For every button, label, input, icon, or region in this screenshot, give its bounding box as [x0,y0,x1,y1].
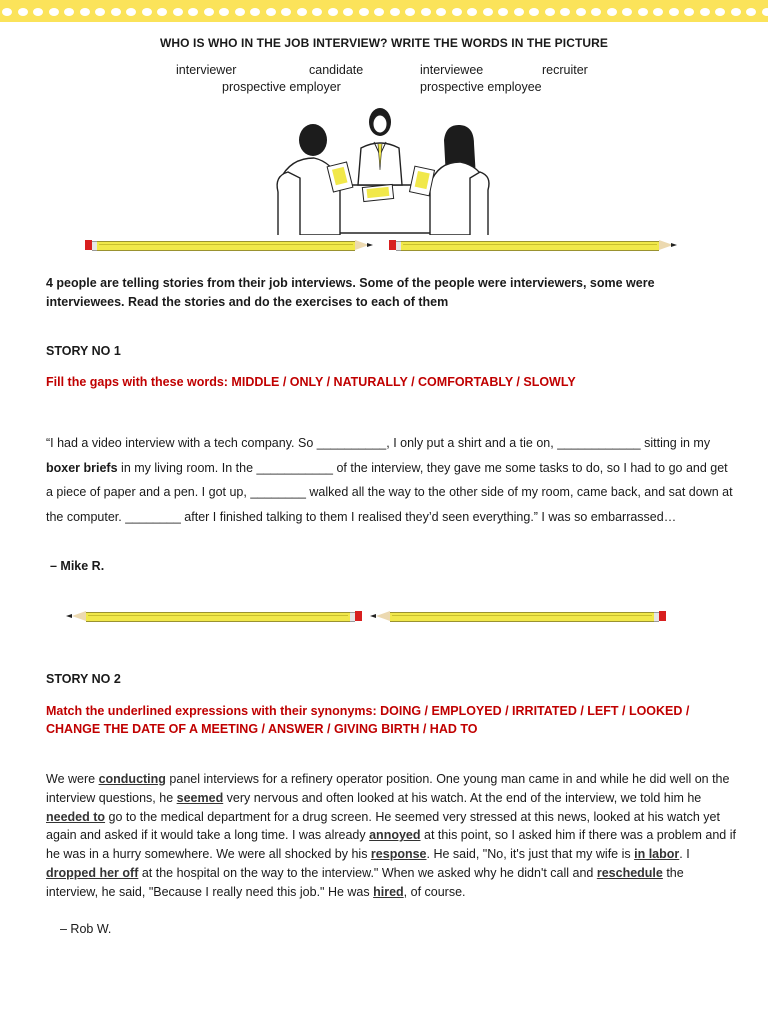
underlined-expression: seemed [176,790,224,805]
border-scallop [669,8,679,16]
border-scallop [715,8,725,16]
border-scallop [64,8,74,16]
story2-text-part: the interview, he said, "Because I really need this job." He was [46,865,684,899]
border-scallop [746,8,756,16]
border-scallop [204,8,214,16]
border-scallop [328,8,338,16]
border-scallop [281,8,291,16]
border-scallop [405,8,415,16]
border-scallop [49,8,59,16]
word-bank-item: prospective employer [222,80,341,94]
border-scallop [157,8,167,16]
border-scallop [111,8,121,16]
border-scallop [576,8,586,16]
interviewer-figure [358,108,402,185]
border-scallop [591,8,601,16]
border-scallop [312,8,322,16]
scalloped-top-border [0,0,768,22]
border-scallop [762,8,768,16]
underlined-expression: in labor [634,847,680,862]
word-bank-item: interviewee [420,63,484,77]
pencil-divider [85,239,381,251]
border-scallop [529,8,539,16]
story1-text [46,431,736,529]
border-scallop [33,8,43,16]
underlined-expression: hired [373,884,404,899]
underlined-expression: reschedule [596,865,663,880]
underlined-expression: response [370,847,427,862]
border-scallop [653,8,663,16]
story2-author: – Rob W. [60,922,112,936]
border-scallop [700,8,710,16]
border-scallop [359,8,369,16]
border-scallop [374,8,384,16]
story1-author: – Mike R. [50,559,105,573]
border-scallop [142,8,152,16]
story2-text-part: go to the medical department for a drug screen. He seemed very stressed at this news, looked at his watch yet again and asked if it would take a long time. I was already [46,809,720,843]
border-scallop [436,8,446,16]
story1-instruction: Fill the gaps with these words: MIDDLE / ONLY / NATURALLY / COMFORTABLY / SLOWLY [46,375,576,389]
story2-text-part: , of course. [403,884,466,899]
underlined-expression: annoyed [369,828,421,843]
story2-text [46,770,736,902]
border-scallop [684,8,694,16]
story2-text-part: at this point, so I asked him if there was a problem and if he was in a hurry somewhere. We were all shocked by his [46,828,736,862]
border-scallop [95,8,105,16]
page-title: WHO IS WHO IN THE JOB INTERVIEW? WRITE THE WORDS IN THE PICTURE [159,36,609,50]
border-scallop [235,8,245,16]
story2-text-part: . I [679,847,690,862]
border-scallop [266,8,276,16]
border-scallop [188,8,198,16]
word-bank-item: prospective employee [420,80,542,94]
story1-heading: STORY NO 1 [46,344,121,358]
story1-bold-phrase: boxer briefs [46,460,118,475]
border-scallop [421,8,431,16]
word-bank-item: interviewer [176,63,237,77]
underlined-expression: conducting [98,772,166,786]
border-scallop [483,8,493,16]
border-scallop [173,8,183,16]
story1-text-part: “I had a video interview with a tech company. So __________, I only put a shirt and a tie on, ____________ sitting in my [46,436,711,450]
story2-instruction: CHANGE THE DATE OF A MEETING / ANSWER / GIVING BIRTH / HAD TO [46,722,478,736]
story2-text-part: panel interviews for a refinery operator position. One young man came in and while he did well on the interview questions, he [46,772,730,805]
border-scallop [638,8,648,16]
border-scallop [219,8,229,16]
border-scallop [452,8,462,16]
story2-text-part: at the hospital on the way to the interview." When we asked why he didn't call and [138,865,597,880]
story2-text-part: We were [46,772,99,786]
border-scallop [731,8,741,16]
border-scallop [80,8,90,16]
story2-instruction: Match the underlined expressions with their synonyms: DOING / EMPLOYED / IRRITATED / LEFT / LOOKED / [46,704,690,718]
border-scallop [2,8,12,16]
border-scallop [560,8,570,16]
border-scallop [250,8,260,16]
border-scallop [467,8,477,16]
underlined-expression: dropped her off [46,865,139,880]
story2-heading: STORY NO 2 [46,672,121,686]
underlined-expression: needed to [46,809,106,824]
pencil-divider [66,610,362,622]
border-scallop [498,8,508,16]
story2-text-part: . He said, "No, it's just that my wife is [426,847,635,862]
intro-paragraph: 4 people are telling stories from their job interviews. Some of the people were interviewers, some were interviewees. Read the stories and do the exercises to each of them [46,276,655,309]
border-scallop [545,8,555,16]
story2-text-part: very nervous and often looked at his watch. At the end of the interview, we told him he [223,790,702,805]
border-scallop [126,8,136,16]
pencil-divider [389,239,685,251]
border-scallop [297,8,307,16]
job-interview-illustration [270,100,500,235]
border-scallop [390,8,400,16]
border-scallop [622,8,632,16]
word-bank-item: candidate [309,63,364,77]
border-scallop [514,8,524,16]
story1-text-part: in my living room. In the ___________ of the interview, they gave me some tasks to do, so I had to go and get a piece of paper and a pen. I got up, ________ walked all the way to the other side of my room, came back, and sat down at the computer. ________ after I finished talking to them I realised they’d seen everything.” I was so embarrassed… [46,460,733,524]
pencil-divider [370,610,666,622]
word-bank-item: recruiter [542,63,588,77]
border-scallop [18,8,28,16]
border-scallop [343,8,353,16]
border-scallop [607,8,617,16]
